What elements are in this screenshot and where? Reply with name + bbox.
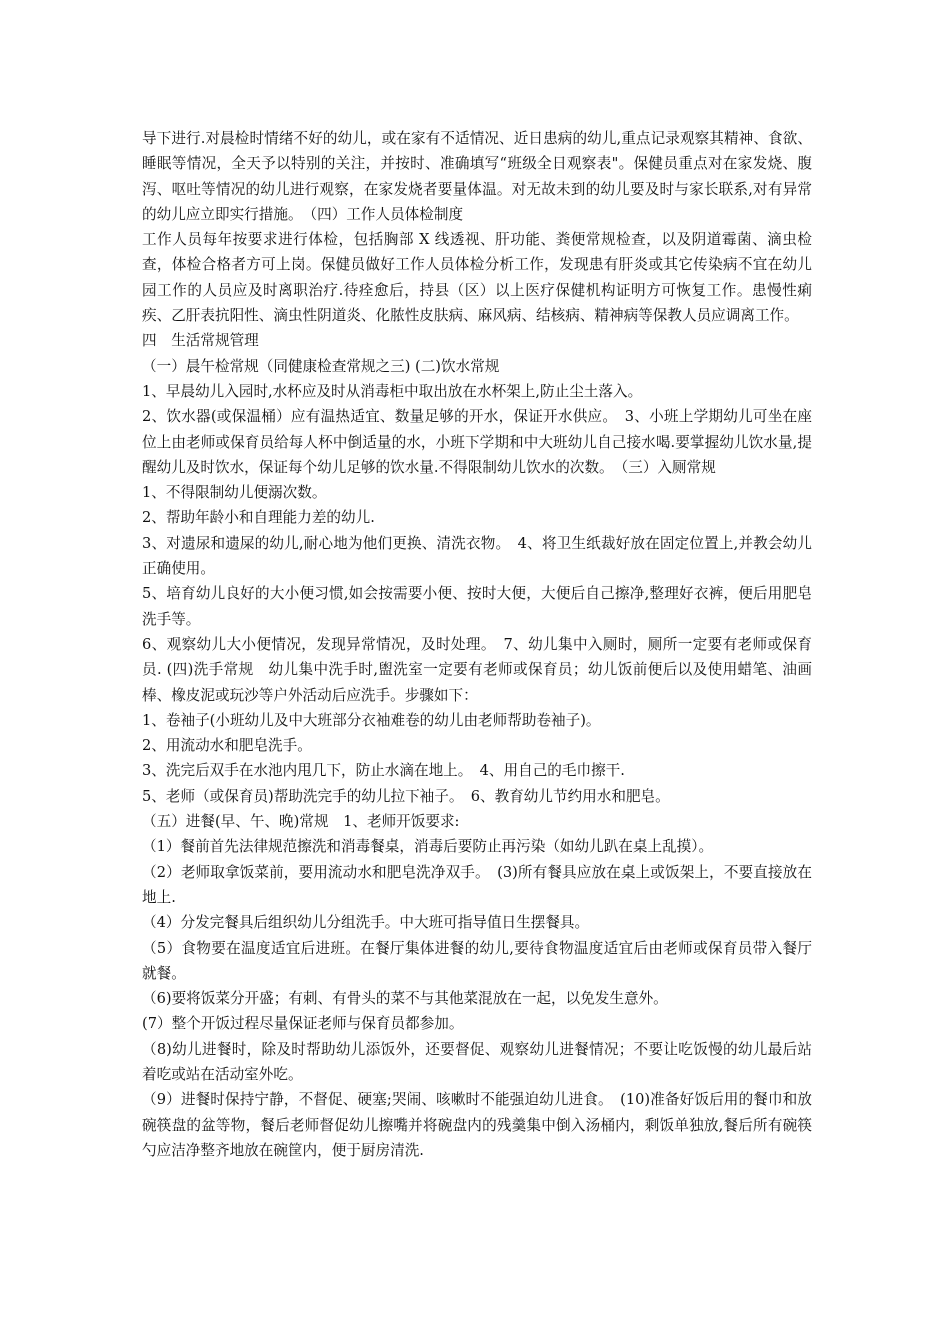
subsection-heading-morning-check: （一）晨午检常规（同健康检查常规之三) (二)饮水常规	[142, 357, 500, 375]
list-item-meals-1: （1）餐前首先法律规范擦洗和消毒餐桌，消毒后要防止再污染（如幼儿趴在桌上乱摸）。	[142, 838, 714, 856]
list-item-meals-8: （8)幼儿进餐时，除及时帮助幼儿添饭外，还要督促、观察幼儿进餐情况；不要让吃饭慢的幼儿最后站着吃或站在活动室外吃。	[142, 1040, 812, 1083]
paragraph-staff-exam: 工作人员每年按要求进行体检，包括胸部 X 线透视、肝功能、粪便常规检查，以及阴道霉菌、滴虫检查，体检合格者方可上岗。保健员做好工作人员体检分析工作，发现患有肝炎或其它传染病不宜在幼儿园工作的人员应及时离职治疗.待痊愈后，持县（区）以上医疗保健机构证明方可恢复工作。患慢性痢疾、乙肝表抗阳性、滴虫性阴道炎、化脓性皮肤病、麻风病、结核病、精神病等保教人员应调离工作。	[142, 231, 812, 325]
document-body	[142, 126, 812, 1163]
subsection-heading-meals: （五）进餐(早、午、晚)常规 1、老师开饭要求:	[142, 813, 460, 831]
list-item-meals-9: （9）进餐时保持宁静，不督促、硬塞;哭闹、咳嗽时不能强迫幼儿进食。 (10)准备好饭后用的餐巾和放碗筷盘的盆等物，餐后老师督促幼儿擦嘴并将碗盘内的残羹集中倒入汤桶内，剩饭单独放,餐后所有碗筷勺应洁净整齐地放在碗筐内，便于厨房清洗.	[142, 1091, 812, 1159]
list-item-toilet-5: 5、培育幼儿良好的大小便习惯,如会按需要小便、按时大便，大便后自己擦净,整理好衣裤，便后用肥皂洗手等。	[142, 585, 812, 628]
list-item-meals-2: （2）老师取拿饭菜前，要用流动水和肥皂洗净双手。 (3)所有餐具应放在桌上或饭架上，不要直接放在地上.	[142, 863, 812, 906]
list-item-toilet-3: 3、对遗尿和遗屎的幼儿,耐心地为他们更换、清洗衣物。 4、将卫生纸裁好放在固定位置上,并教会幼儿正确使用。	[142, 534, 812, 578]
list-item-meals-6: （6)要将饭菜分开盛；有刺、有骨头的菜不与其他菜混放在一起，以免发生意外。	[142, 990, 668, 1008]
list-item-handwash-1: 1、卷袖子(小班幼儿及中大班部分衣袖难卷的幼儿由老师帮助卷袖子)。	[142, 711, 601, 729]
list-item-meals-7: (7）整个开饭过程尽量保证老师与保育员都参加。	[142, 1015, 464, 1033]
list-item-meals-4: （4）分发完餐具后组织幼儿分组洗手。中大班可指导值日生摆餐具。	[142, 914, 590, 932]
list-item-handwash-5: 5、老师（或保育员)帮助洗完手的幼儿拉下袖子。 6、教育幼儿节约用水和肥皂。	[142, 787, 670, 805]
list-item-toilet-6: 6、观察幼儿大小便情况，发现异常情况，及时处理。 7、幼儿集中入厕时，厕所一定要有老师或保育员. (四)洗手常规 幼儿集中洗手时,盥洗室一定要有老师或保育员；幼儿饭前便后以及使用蜡笔、油画棒、橡皮泥或玩沙等户外活动后应洗手。步骤如下：	[142, 635, 812, 704]
section-heading-daily-routine: 四 生活常规管理	[142, 332, 259, 350]
list-item-handwash-3: 3、洗完后双手在水池内甩几下，防止水滴在地上。 4、用自己的毛巾擦干.	[142, 762, 625, 780]
list-item-water-1: 1、早晨幼儿入园时,水杯应及时从消毒柜中取出放在水杯架上,防止尘土落入。	[142, 382, 643, 400]
paragraph-observation: 导下进行.对晨检时情绪不好的幼儿，或在家有不适情况、近日患病的幼儿,重点记录观察其精神、食欲、睡眠等情况，全天予以特别的关注，并按时、准确填写“班级全日观察表"。保健员重点对在家发烧、腹泻、呕吐等情况的幼儿进行观察，在家发烧者要量体温。对无故未到的幼儿要及时与家长联系,对有异常的幼儿应立即实行措施。 （四）工作人员体检制度	[142, 130, 812, 223]
list-item-water-2: 2、饮水器(或保温桶）应有温热适宜、数量足够的开水，保证开水供应。 3、小班上学期幼儿可坐在座位上由老师或保育员给每人杯中倒适量的水，小班下学期和中大班幼儿自己接水喝.要掌握幼儿饮水量,提醒幼儿及时饮水，保证每个幼儿足够的饮水量.不得限制幼儿饮水的次数。 （三）入厕常规	[142, 408, 812, 476]
list-item-toilet-1: 1、不得限制幼儿便溺次数。	[142, 484, 327, 502]
list-item-meals-5: （5）食物要在温度适宜后进班。在餐厅集体进餐的幼儿,要待食物温度适宜后由老师或保育员带入餐厅就餐。	[142, 939, 812, 982]
list-item-handwash-2: 2、用流动水和肥皂洗手。	[142, 737, 312, 755]
list-item-toilet-2: 2、帮助年龄小和自理能力差的幼儿.	[142, 509, 375, 527]
